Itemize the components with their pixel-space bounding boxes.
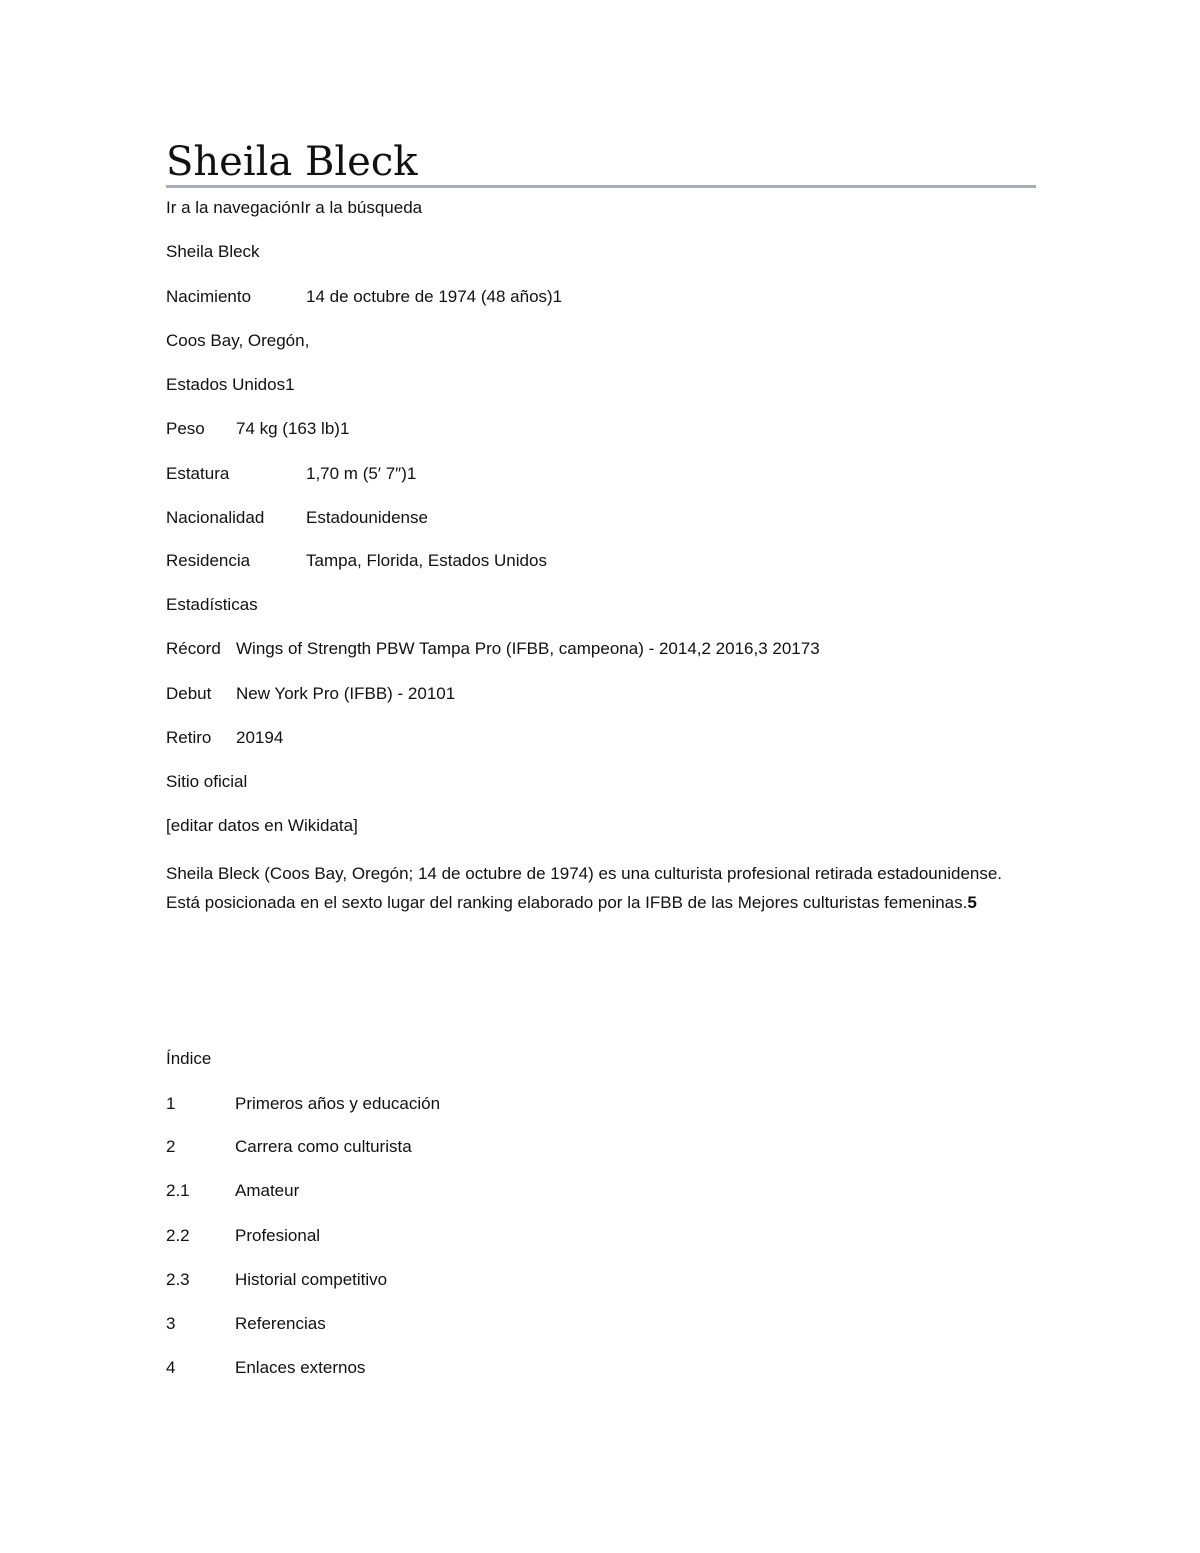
toc-item-label[interactable]: Primeros años y educación (235, 1094, 441, 1113)
infobox-label: Estadísticas (166, 595, 258, 614)
infobox-label: Peso (166, 419, 205, 438)
infobox-label: Récord (166, 639, 221, 658)
infobox-label: Coos Bay, Oregón, (166, 331, 310, 350)
infobox-value: Wings of Strength PBW Tampa Pro (IFBB, campeona) - 2014,2 2016,3 20173 (236, 639, 820, 658)
toc-item-number: 2.2 (166, 1226, 190, 1245)
toc-item-label[interactable]: Amateur (235, 1181, 300, 1200)
infobox-value: 14 de octubre de 1974 (48 años)1 (306, 287, 563, 306)
toc-item-number: 3 (166, 1314, 176, 1333)
infobox-label: Nacimiento (166, 287, 252, 306)
toc-item-label[interactable]: Enlaces externos (235, 1358, 366, 1377)
infobox-value: New York Pro (IFBB) - 20101 (236, 684, 456, 703)
infobox-label: Estatura (166, 464, 230, 483)
toc-item-number: 2.3 (166, 1270, 190, 1289)
toc-item-number: 2.1 (166, 1181, 190, 1200)
infobox-label: Retiro (166, 728, 212, 747)
infobox-value: 74 kg (163 lb)1 (236, 419, 350, 438)
toc-item-label[interactable]: Carrera como culturista (235, 1137, 412, 1156)
toc-item-number: 1 (166, 1094, 176, 1113)
infobox-label: Debut (166, 684, 212, 703)
infobox-value: 1,70 m (5′ 7″)1 (306, 464, 417, 483)
infobox-label: Residencia (166, 551, 251, 570)
reference-link[interactable]: 5 (967, 893, 977, 912)
toc-item-number: 2 (166, 1137, 176, 1156)
infobox-value: 20194 (236, 728, 284, 747)
intro-paragraph (166, 859, 1026, 917)
toc-item-label[interactable]: Profesional (235, 1226, 321, 1245)
toc-item-number: 4 (166, 1358, 176, 1377)
edit-wikidata-link[interactable]: [editar datos en Wikidata] (166, 816, 358, 835)
toc-heading: Índice (166, 1049, 212, 1068)
infobox-name: Sheila Bleck (166, 242, 260, 261)
toc-item-label[interactable]: Historial competitivo (235, 1270, 388, 1289)
document-page (166, 0, 1036, 1553)
infobox-value: Estadounidense (306, 508, 428, 527)
skip-to-search-link[interactable]: Ir a la búsqueda (300, 198, 423, 217)
official-site-link[interactable]: Sitio oficial (166, 772, 248, 791)
intro-text: Sheila Bleck (Coos Bay, Oregón; 14 de octubre de 1974) es una culturista profesional retirada estadounidense. Está posicionada en el sexto lugar del ranking elaborado por la IFBB de las Mejores culturistas femeninas. (166, 864, 1003, 912)
infobox-label: Estados Unidos1 (166, 375, 295, 394)
infobox-value: Tampa, Florida, Estados Unidos (306, 551, 547, 570)
page-title: Sheila Bleck (166, 139, 418, 185)
toc-item-label[interactable]: Referencias (235, 1314, 326, 1333)
skip-links (166, 197, 422, 219)
title-underline (166, 185, 1036, 188)
skip-to-navigation-link[interactable]: Ir a la navegación (166, 198, 301, 217)
infobox-label: Nacionalidad (166, 508, 265, 527)
